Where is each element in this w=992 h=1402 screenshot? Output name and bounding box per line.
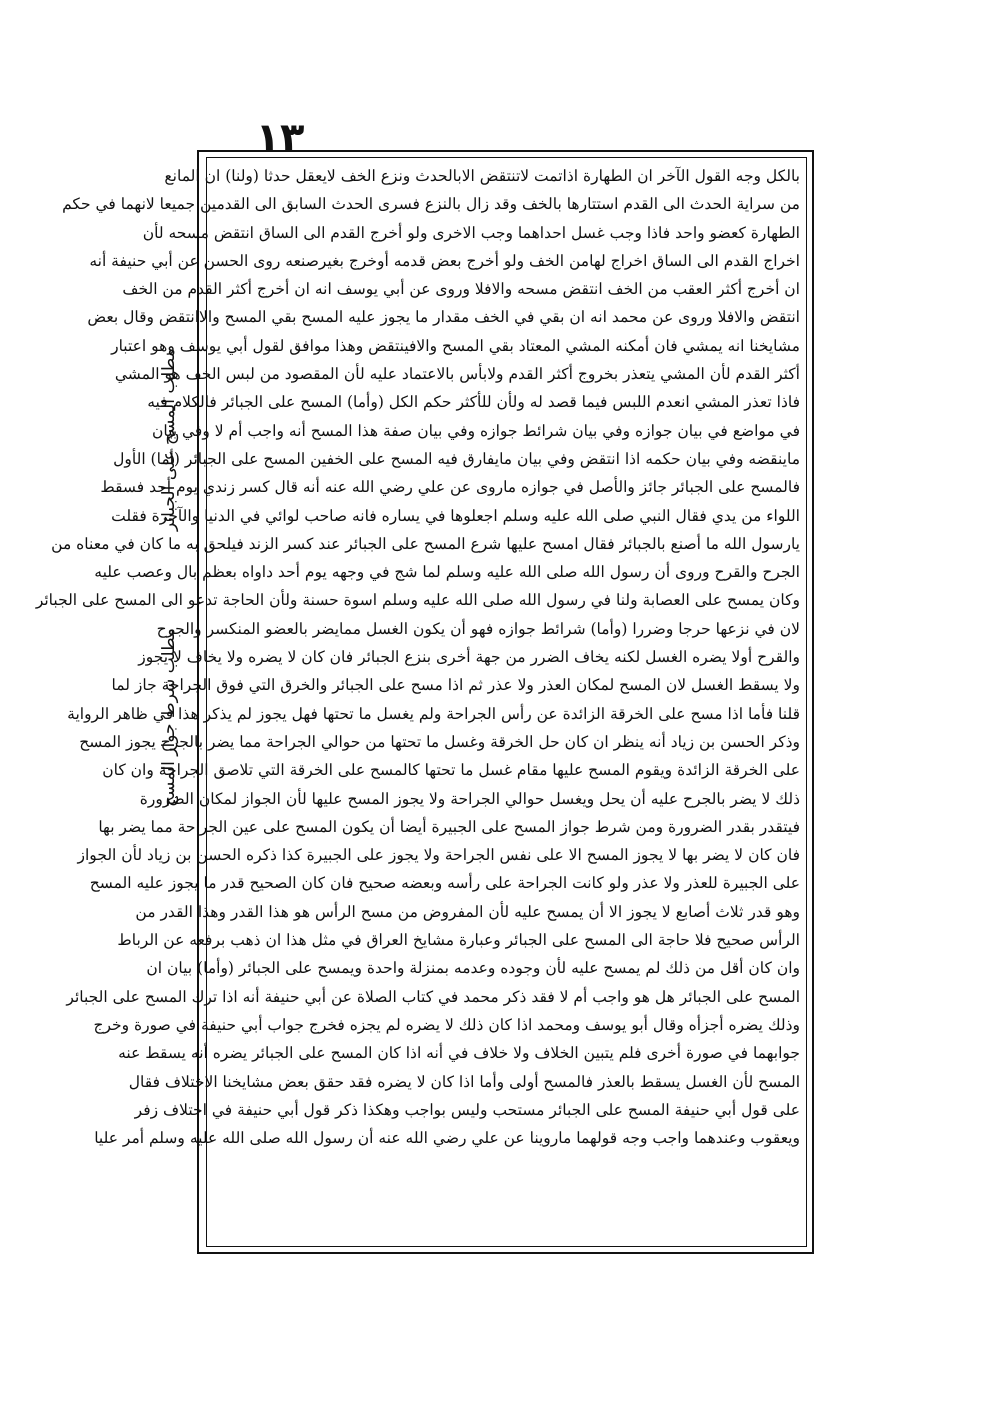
text-line: المسح على الجبائر هل هو واجب أم لا فقد ذكر محمد في كتاب الصلاة عن أبي حنيفة أنه اذا ترك المسح على الجبائر (66, 987, 800, 1006)
text-line: فيتقدر بقدر الضرورة ومن شرط جواز المسح على الجبيرة أيضا أن يكون المسح على عين الجراحة مما يضر بها (98, 817, 800, 836)
text-line: وان كان أقل من ذلك لم يمسح عليه لأن وجوده وعدمه بمنزلة واحدة ويمسح على الجبائر (وأما) بيان ان (146, 959, 800, 978)
text-line: جوابهما في صورة أخرى فلم يتبين الخلاف ولا خلاف في أنه اذا كان المسح على الجبائر يضره أنه يسقط عنه (118, 1044, 800, 1063)
text-line: الرأس صحيح فلا حاجة الى المسح على الجبائر وعبارة مشايخ العراق في مثل هذا ان ذهب برفعه عن الرباط (117, 931, 800, 950)
text-line: أكثر القدم لأن المشي يتعذر بخروج أكثر القدم ولابأس بالاعتماد عليه لأن المقصود من لبس الخف هو المشي (114, 365, 800, 384)
text-line: وذكر الحسن بن زياد أنه ينظر ان كان حل الخرقة وغسل ما تحتها من حوالي الجراحة مما يضر بالجرح يجوز المسح (79, 732, 800, 751)
text-line: على الخرقة الزائدة ويقوم المسح عليها مقام غسل ما تحتها كالمسح على الخرقة التي تلاصق الجراحة وان كان (102, 761, 800, 780)
text-line: اللواء من يدي فقال النبي صلى الله عليه وسلم اجعلوها في يساره فانه صاحب لوائي في الدنيا والآخرة فقلت (111, 506, 800, 525)
page-number: ١٣ (255, 115, 305, 161)
text-line: وهو قدر ثلاث أصابع لا يجوز الا أن يمسح عليه لأن المفروض من مسح الرأس هو هذا القدر وهذا القدر من (135, 902, 800, 921)
text-line: الطهارة كعضو واحد فاذا وجب غسل احداهما وجب الاخرى ولو أخرج القدم الى الساق انتقض مسحه لأن (142, 223, 800, 242)
text-line: من سراية الحدث الى القدم استتارها بالخف وقد زال بالنزع فسرى الحدث السابق الى القدمين جميعا لانهما في حكم (62, 195, 800, 214)
text-line: ان أخرج أكثر العقب من الخف انتقض مسحه والافلا وروى عن أبي يوسف انه ان أخرج أكثر القدم من الخف (122, 280, 800, 299)
text-line: فالمسح على الجبائر جائز والأصل في جوازه ماروى عن علي رضي الله عنه أنه قال كسر زندي يوم أحد فسقط (100, 478, 800, 497)
text-line (214, 1209, 800, 1237)
text-line (214, 1152, 800, 1180)
margin-note-conditions: مطلب شرط جواز المسح (159, 628, 179, 808)
text-line: وكان يمسح على العصابة ولنا في رسول الله صلى الله عليه وسلم اسوة حسنة ولأن الحاجة تدعو الى المسح على الجبائر (35, 591, 800, 610)
margin-note-jabair: مطلب المسح على الجبائر (159, 348, 179, 531)
text-line: على الجبيرة للعذر ولا عذر ولو كانت الجراحة على رأسه وبعضه صحيح فان كان الصحيح قدر ما يجوز عليه المسح (89, 874, 800, 893)
text-line: ويعقوب وعندهما واجب وجه قولهما ماروينا عن علي رضي الله عنه أن رسول الله صلى الله عليه وسلم أمر عليا (94, 1129, 800, 1148)
text-line: قلنا فأما اذا مسح على الخرقة الزائدة عن رأس الجراحة ولم يغسل ما تحتها فهل يجوز لم يذكر هذا في ظاهر الرواية (67, 704, 800, 723)
text-line: والقرح أولا يضره الغسل لكنه يخاف الضرر من جهة أخرى بنزع الجبائر فان كان لا يضره ولا يخاف لا يجوز (138, 648, 800, 667)
text-line: ذلك لا يضر بالجرح عليه أن يحل ويغسل حوالي الجراحة ولا يجوز المسح عليها لأن الجواز لمكان الضرورة (139, 789, 800, 808)
text-line: على قول أبي حنيفة المسح على الجبائر مستحب وليس بواجب وهكذا ذكر قول أبي حنيفة في اختلاف زفر (134, 1100, 800, 1119)
text-line: لان في نزعها حرجا وضررا (وأما) شرائط جوازه فهو أن يكون الغسل ممايضر بالعضو المنكسر والجرح (156, 619, 800, 638)
text-line: وذلك يضره أجزأه وقال أبو يوسف ومحمد اذا كان ذلك لا يضره لم يجزه فخرج جواب أبي حنيفة في صورة وخرج (93, 1015, 800, 1034)
text-line (214, 1181, 800, 1209)
text-line: بالكل وجه القول الآخر ان الطهارة اذاتمت لاتنتقض الابالحدث ونزع الخف لايعقل حدثا (ولنا) ان المانع (164, 167, 800, 185)
text-line: فاذا تعذر المشي انعدم اللبس فيما قصد له ولأن للأكثر حكم الكل (وأما) المسح على الجبائر فالكلام فيه (147, 393, 800, 412)
text-line: يارسول الله ما أصنع بالجبائر فقال امسح عليها شرع المسح على الجبائر عند كسر الزند فيلحق به ما كان في معناه من (51, 534, 800, 553)
text-line: الجرح والقرح وروى أن رسول الله صلى الله عليه وسلم لما شج في وجهه يوم أحد داواه بعظم بال وعصب عليه (94, 563, 800, 582)
text-line: ولا يسقط الغسل لان المسح لمكان العذر ولا عذر ثم اذا مسح على الجبائر والخرق التي فوق الجراحة جاز لما (111, 676, 800, 695)
text-line: ماينقضه وفي بيان حكمه اذا انتقض وفي بيان مايفارق فيه المسح على الخفين المسح على الجبائر (أما) الأول (113, 449, 800, 468)
text-line: مشايخنا انه يمشي فان أمكنه المشي المعتاد بقي المسح والافينتقض وهذا موافق لقول أبي يوسف وهو اعتبار (111, 336, 800, 355)
text-line: فان كان لا يضر بها لا يجوز المسح الا على نفس الجراحة ولا يجوز على الجبيرة كذا ذكره الحسن بن زياد لأن الجواز (77, 846, 800, 865)
text-line: المسح لأن الغسل يسقط بالعذر فالمسح أولى وأما اذا كان لا يضره فقد حقق بعض مشايخنا الاختلاف فقال (128, 1072, 800, 1091)
text-line: في مواضع في بيان جوازه وفي بيان شرائط جوازه وفي بيان صفة هذا المسح أنه واجب أم لا وفي بيان (151, 421, 800, 440)
text-line: انتقض والافلا وروى عن محمد انه ان بقي في الخف مقدار ما يجوز عليه المسح بقي المسح والاانتقض وقال بعض (87, 308, 800, 327)
text-line: اخراج القدم الى الساق اخراج لهامن الخف ولو أخرج بعض قدمه أوخرج بغيرصنعه روى الحسن عن أبي حنيفة أنه (89, 251, 800, 270)
